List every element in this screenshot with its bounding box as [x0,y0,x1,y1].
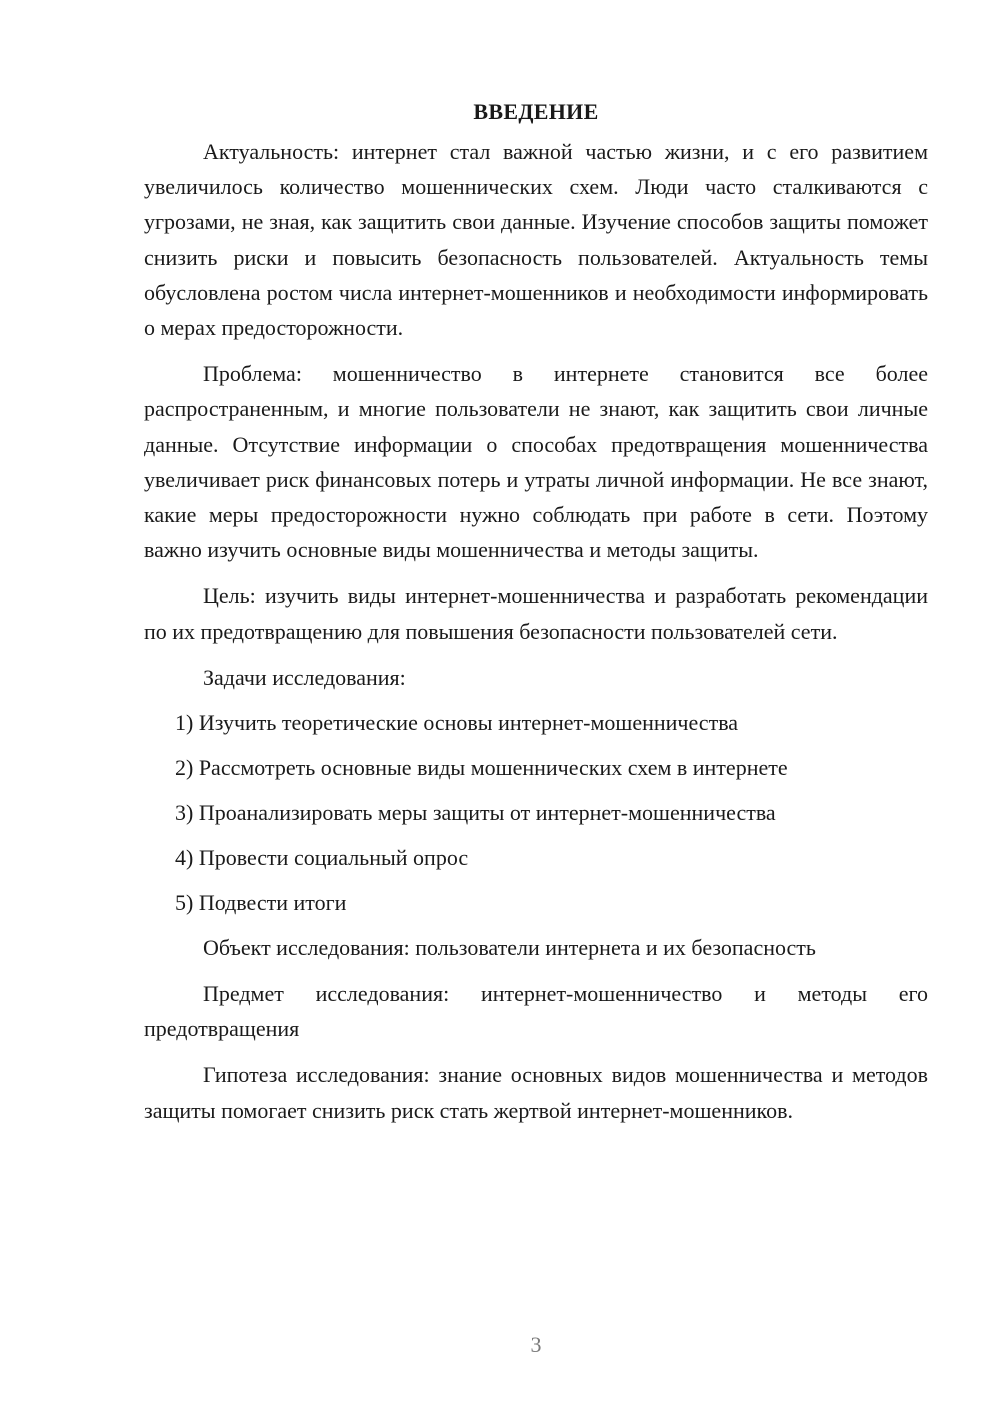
problem-paragraph: Проблема: мошенничество в интернете становится все более распространенным, и многие пользователи не знают, как защитить свои личные данные. Отсутствие информации о способах предотвращения мошенничества увеличивает риск финансовых потерь и утраты личной информации. Не все знают, какие меры предосторожности нужно соблюдать при работе в сети. Поэтому важно изучить основные виды мошенничества и методы защиты. [144,361,928,563]
page-content [144,94,928,1139]
relevance-paragraph: Актуальность: интернет стал важной частью жизни, и с его развитием увеличилось количество мошеннических схем. Люди часто сталкиваются с угрозами, не зная, как защитить свои данные. Изучение способов защиты поможет снизить риски и повысить безопасность пользователей. Актуальность темы обусловлена ростом числа интернет-мошенников и необходимости информировать о мерах предосторожности. [144,139,928,341]
list-item: 4) Провести социальный опрос [175,844,469,870]
list-item: 5) Подвести итоги [175,889,347,915]
object-paragraph: Объект исследования: пользователи интернета и их безопасность [203,934,816,960]
list-item: 1) Изучить теоретические основы интернет-мошенничества [175,709,739,735]
hypothesis-paragraph: Гипотеза исследования: знание основных видов мошенничества и методов защиты помогает снизить риск стать жертвой интернет-мошенников. [144,1062,928,1123]
goal-paragraph: Цель: изучить виды интернет-мошенничества и разработать рекомендации по их предотвращению для повышения безопасности пользователей сети. [144,583,928,644]
list-item: 2) Рассмотреть основные виды мошеннических схем в интернете [175,754,788,780]
tasks-heading: Задачи исследования: [203,664,406,690]
page-number: 3 [530,1332,542,1357]
subject-paragraph: Предмет исследования: интернет-мошенничество и методы его предотвращения [144,981,928,1042]
page-title: ВВЕДЕНИЕ [473,99,599,124]
task-list [144,705,928,920]
list-item: 3) Проанализировать меры защиты от интернет-мошенничества [175,799,776,825]
